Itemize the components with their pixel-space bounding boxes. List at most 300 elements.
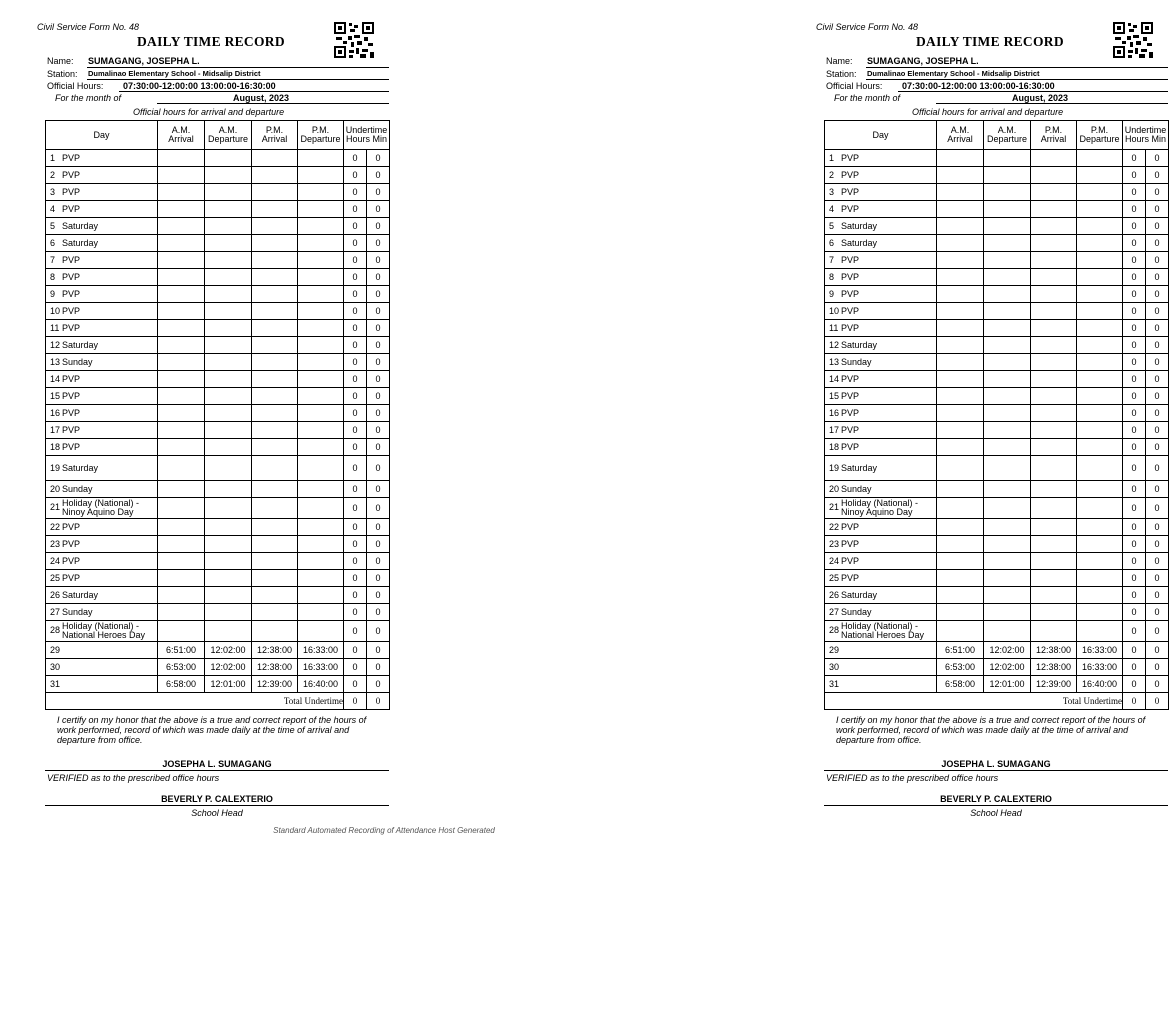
- undertime-minutes-cell: 0: [1146, 218, 1169, 235]
- undertime-hours-cell: 0: [344, 150, 367, 167]
- pm-departure-cell: [1077, 519, 1123, 536]
- table-row: [825, 621, 1169, 642]
- undertime-minutes-cell: 0: [1146, 405, 1169, 422]
- pm-departure-cell: [298, 303, 344, 320]
- pm-arrival-header: P.M. Arrival: [1031, 121, 1077, 150]
- undertime-hours-cell: 0: [1123, 481, 1146, 498]
- am-departure-cell: [205, 570, 252, 587]
- undertime-minutes-cell: 0: [1146, 621, 1169, 642]
- pm-arrival-cell: [1031, 371, 1077, 388]
- employee-signature-line: [45, 770, 389, 771]
- day-cell: [825, 536, 937, 553]
- am-arrival-cell: [158, 167, 205, 184]
- am-departure-cell: [984, 354, 1031, 371]
- am-arrival-cell: [937, 201, 984, 218]
- day-number: 28: [829, 625, 840, 636]
- pm-arrival-cell: [1031, 354, 1077, 371]
- am-departure-cell: 12:01:00: [205, 676, 252, 693]
- am-arrival-cell: [158, 456, 205, 481]
- am-arrival-cell: [937, 570, 984, 587]
- am-arrival-cell: [937, 354, 984, 371]
- undertime-hours-cell: 0: [1123, 405, 1146, 422]
- am-arrival-cell: [158, 218, 205, 235]
- am-departure-cell: [205, 536, 252, 553]
- pm-arrival-cell: 12:39:00: [1031, 676, 1077, 693]
- pm-arrival-cell: [1031, 320, 1077, 337]
- day-number: 12: [829, 340, 840, 350]
- day-cell: [46, 676, 158, 693]
- station-label: Station:: [826, 69, 857, 79]
- am-departure-cell: [205, 621, 252, 642]
- am-arrival-header: A.M. Arrival: [158, 121, 205, 150]
- day-label: PVP: [841, 442, 860, 452]
- day-label: PVP: [841, 187, 860, 197]
- day-number: 19: [50, 463, 61, 473]
- table-row: [46, 676, 390, 693]
- day-label: PVP: [841, 272, 860, 282]
- undertime-minutes-cell: 0: [367, 659, 390, 676]
- day-number: 3: [50, 187, 56, 197]
- month-label: For the month of: [55, 93, 122, 103]
- day-cell: [46, 536, 158, 553]
- day-cell: [46, 570, 158, 587]
- undertime-header: Undertime Hours Min: [344, 121, 390, 150]
- pm-arrival-cell: [252, 439, 298, 456]
- day-label: Sunday: [841, 357, 872, 367]
- undertime-hours-cell: 0: [1123, 354, 1146, 371]
- table-row: [46, 286, 390, 303]
- day-cell: [825, 405, 937, 422]
- day-number: 16: [829, 408, 840, 418]
- table-row: [46, 405, 390, 422]
- table-header-row: [46, 121, 390, 150]
- day-cell: [46, 388, 158, 405]
- day-cell: [825, 439, 937, 456]
- day-label: PVP: [62, 573, 81, 583]
- day-number: 25: [50, 573, 61, 583]
- table-row: [46, 388, 390, 405]
- day-cell: [825, 286, 937, 303]
- am-arrival-cell: 6:51:00: [158, 642, 205, 659]
- am-arrival-cell: [158, 337, 205, 354]
- table-row: [825, 150, 1169, 167]
- day-cell: [825, 269, 937, 286]
- undertime-minutes-cell: 0: [367, 320, 390, 337]
- undertime-header: Undertime Hours Min: [1123, 121, 1169, 150]
- undertime-minutes-cell: 0: [367, 218, 390, 235]
- day-label: PVP: [841, 323, 860, 333]
- day-cell: [46, 354, 158, 371]
- day-cell: [825, 422, 937, 439]
- station-underline: [87, 79, 389, 80]
- undertime-minutes-cell: 0: [367, 303, 390, 320]
- am-departure-cell: [984, 621, 1031, 642]
- am-departure-cell: 12:02:00: [205, 659, 252, 676]
- pm-arrival-cell: 12:38:00: [252, 642, 298, 659]
- undertime-minutes-cell: 0: [367, 439, 390, 456]
- day-number: 22: [829, 522, 840, 532]
- am-departure-cell: [205, 422, 252, 439]
- table-row: [46, 587, 390, 604]
- table-row: [46, 642, 390, 659]
- am-departure-header: A.M. Departure: [205, 121, 252, 150]
- undertime-hours-cell: 0: [1123, 659, 1146, 676]
- table-header-row: [825, 121, 1169, 150]
- am-arrival-cell: [937, 184, 984, 201]
- undertime-hours-cell: 0: [1123, 604, 1146, 621]
- undertime-minutes-cell: 0: [367, 388, 390, 405]
- pm-departure-cell: [1077, 320, 1123, 337]
- day-label: Saturday: [62, 590, 99, 600]
- day-number: 13: [50, 357, 61, 367]
- am-departure-cell: [205, 286, 252, 303]
- official-hours-note: Official hours for arrival and departure: [133, 107, 285, 117]
- pm-departure-cell: 16:33:00: [1077, 659, 1123, 676]
- pm-arrival-cell: [1031, 439, 1077, 456]
- day-label: Saturday: [841, 463, 878, 473]
- day-cell: [825, 201, 937, 218]
- day-label: PVP: [62, 391, 81, 401]
- holiday-label: Holiday (National) - National Heroes Day: [62, 621, 146, 640]
- undertime-minutes-cell: 0: [1146, 676, 1169, 693]
- head-signature-name: BEVERLY P. CALEXTERIO: [161, 794, 273, 804]
- table-row: [46, 519, 390, 536]
- am-departure-cell: [205, 235, 252, 252]
- am-departure-cell: [984, 201, 1031, 218]
- am-departure-cell: [205, 320, 252, 337]
- head-signature-line: [824, 805, 1168, 806]
- day-cell: [825, 642, 937, 659]
- table-row: [825, 498, 1169, 519]
- pm-departure-cell: [1077, 456, 1123, 481]
- am-arrival-cell: [158, 150, 205, 167]
- undertime-hours-cell: 0: [344, 320, 367, 337]
- pm-arrival-cell: [1031, 303, 1077, 320]
- am-arrival-cell: [158, 235, 205, 252]
- day-number: 8: [50, 272, 56, 282]
- pm-arrival-cell: [1031, 587, 1077, 604]
- name-row: [826, 56, 979, 66]
- pm-arrival-cell: [252, 252, 298, 269]
- undertime-hours-cell: 0: [344, 388, 367, 405]
- undertime-hours-cell: 0: [344, 405, 367, 422]
- pm-arrival-cell: [1031, 167, 1077, 184]
- am-arrival-cell: [937, 150, 984, 167]
- day-cell: [46, 621, 158, 642]
- pm-arrival-cell: [1031, 481, 1077, 498]
- am-departure-cell: [205, 604, 252, 621]
- table-row: [825, 536, 1169, 553]
- table-row: [825, 218, 1169, 235]
- pm-departure-cell: [298, 519, 344, 536]
- undertime-minutes-cell: 0: [367, 498, 390, 519]
- pm-arrival-cell: [252, 269, 298, 286]
- am-arrival-cell: [158, 286, 205, 303]
- undertime-hours-cell: 0: [344, 201, 367, 218]
- am-departure-cell: [205, 439, 252, 456]
- day-number: 29: [829, 645, 840, 655]
- am-arrival-cell: [158, 553, 205, 570]
- day-cell: [46, 587, 158, 604]
- pm-arrival-cell: [252, 456, 298, 481]
- pm-departure-cell: [1077, 354, 1123, 371]
- undertime-minutes-cell: 0: [1146, 553, 1169, 570]
- am-arrival-cell: [937, 439, 984, 456]
- am-departure-cell: [984, 337, 1031, 354]
- day-cell: [825, 388, 937, 405]
- am-arrival-cell: [158, 320, 205, 337]
- pm-departure-cell: [298, 439, 344, 456]
- hours-underline: [119, 91, 389, 92]
- day-label: Sunday: [841, 484, 872, 494]
- table-row: [825, 354, 1169, 371]
- undertime-hours-cell: 0: [344, 553, 367, 570]
- pm-arrival-cell: [252, 201, 298, 218]
- day-cell: [46, 235, 158, 252]
- day-cell: [825, 659, 937, 676]
- undertime-hours-cell: 0: [344, 536, 367, 553]
- am-departure-cell: [984, 269, 1031, 286]
- day-label: PVP: [62, 272, 81, 282]
- undertime-hours-cell: 0: [344, 456, 367, 481]
- undertime-minutes-cell: 0: [367, 167, 390, 184]
- am-departure-cell: 12:02:00: [205, 642, 252, 659]
- undertime-hours-cell: 0: [1123, 621, 1146, 642]
- official-hours-label: Official Hours:: [47, 81, 104, 91]
- undertime-minutes-cell: 0: [367, 354, 390, 371]
- certification-text: I certify on my honor that the above is a true and correct report of the hours of work performed, record of which was made daily at the time of arrival and departure from office.: [57, 715, 367, 745]
- undertime-minutes-cell: 0: [367, 252, 390, 269]
- undertime-hours-cell: 0: [344, 519, 367, 536]
- day-number: 2: [829, 170, 835, 180]
- day-cell: [46, 659, 158, 676]
- pm-arrival-cell: [252, 286, 298, 303]
- pm-arrival-cell: [252, 167, 298, 184]
- table-row: [825, 604, 1169, 621]
- day-header: Day: [46, 121, 158, 150]
- month-label: For the month of: [834, 93, 901, 103]
- table-row: [825, 570, 1169, 587]
- table-row: [825, 519, 1169, 536]
- day-label: PVP: [841, 391, 860, 401]
- time-record-table: [45, 120, 390, 710]
- day-cell: [825, 218, 937, 235]
- pm-arrival-cell: [252, 388, 298, 405]
- pm-departure-cell: 16:40:00: [1077, 676, 1123, 693]
- day-cell: [46, 337, 158, 354]
- am-arrival-cell: [937, 269, 984, 286]
- undertime-minutes-cell: 0: [1146, 354, 1169, 371]
- pm-departure-cell: [1077, 184, 1123, 201]
- am-departure-cell: [984, 167, 1031, 184]
- am-arrival-cell: 6:58:00: [937, 676, 984, 693]
- day-number: 30: [50, 662, 61, 672]
- day-number: 26: [829, 590, 840, 600]
- day-number: 15: [829, 391, 840, 401]
- day-number: 6: [50, 238, 56, 248]
- am-arrival-cell: [937, 286, 984, 303]
- table-row: [46, 320, 390, 337]
- am-arrival-cell: [158, 201, 205, 218]
- undertime-minutes-cell: 0: [1146, 269, 1169, 286]
- day-cell: [46, 422, 158, 439]
- pm-arrival-cell: 12:38:00: [1031, 642, 1077, 659]
- head-title: School Head: [970, 808, 1022, 818]
- qr-code-icon: [1113, 22, 1153, 58]
- am-arrival-cell: [937, 456, 984, 481]
- pm-departure-cell: [298, 570, 344, 587]
- day-number: 3: [829, 187, 835, 197]
- table-row: [825, 587, 1169, 604]
- holiday-label: Holiday (National) - National Heroes Day: [841, 621, 925, 640]
- pm-arrival-cell: [1031, 184, 1077, 201]
- pm-departure-cell: [1077, 570, 1123, 587]
- pm-arrival-cell: [1031, 337, 1077, 354]
- total-minutes: 0: [1146, 693, 1169, 710]
- pm-arrival-cell: [1031, 570, 1077, 587]
- pm-departure-cell: [298, 235, 344, 252]
- day-number: 17: [50, 425, 61, 435]
- pm-arrival-cell: [1031, 422, 1077, 439]
- am-departure-cell: [984, 405, 1031, 422]
- undertime-minutes-cell: 0: [1146, 184, 1169, 201]
- total-undertime-label: Total Undertime: [46, 693, 344, 710]
- undertime-hours-cell: 0: [344, 235, 367, 252]
- am-arrival-cell: 6:51:00: [937, 642, 984, 659]
- day-cell: [825, 604, 937, 621]
- am-arrival-cell: [158, 587, 205, 604]
- pm-departure-cell: [298, 481, 344, 498]
- pm-arrival-cell: [1031, 621, 1077, 642]
- pm-arrival-cell: [252, 481, 298, 498]
- am-departure-cell: [984, 604, 1031, 621]
- name-underline: [87, 67, 389, 68]
- pm-departure-cell: [298, 371, 344, 388]
- month-value: August, 2023: [1012, 93, 1069, 103]
- am-departure-cell: [205, 252, 252, 269]
- table-row: [825, 286, 1169, 303]
- pm-arrival-cell: [1031, 252, 1077, 269]
- day-cell: [46, 201, 158, 218]
- pm-arrival-cell: 12:38:00: [1031, 659, 1077, 676]
- pm-departure-cell: [1077, 303, 1123, 320]
- am-departure-cell: [984, 481, 1031, 498]
- table-row: [46, 303, 390, 320]
- day-label: Saturday: [841, 221, 878, 231]
- am-arrival-cell: [937, 235, 984, 252]
- pm-departure-cell: [298, 184, 344, 201]
- pm-departure-cell: [1077, 439, 1123, 456]
- undertime-minutes-cell: 0: [1146, 286, 1169, 303]
- day-number: 31: [829, 679, 840, 689]
- table-row: [825, 252, 1169, 269]
- table-row: [46, 201, 390, 218]
- am-departure-cell: [984, 587, 1031, 604]
- am-departure-cell: [984, 422, 1031, 439]
- pm-arrival-cell: [252, 150, 298, 167]
- day-number: 9: [829, 289, 835, 299]
- pm-departure-cell: [298, 604, 344, 621]
- am-departure-cell: [984, 235, 1031, 252]
- am-departure-cell: [205, 201, 252, 218]
- table-row: [46, 570, 390, 587]
- certification-text: I certify on my honor that the above is a true and correct report of the hours of work performed, record of which was made daily at the time of arrival and departure from office.: [836, 715, 1146, 745]
- day-label: Saturday: [62, 221, 99, 231]
- am-arrival-header: A.M. Arrival: [937, 121, 984, 150]
- table-row: [825, 439, 1169, 456]
- station-row: [47, 69, 261, 79]
- undertime-minutes-cell: 0: [1146, 422, 1169, 439]
- day-number: 1: [829, 153, 835, 163]
- pm-arrival-cell: [252, 337, 298, 354]
- undertime-minutes-cell: 0: [367, 422, 390, 439]
- station-label: Station:: [47, 69, 78, 79]
- undertime-minutes-cell: 0: [1146, 303, 1169, 320]
- pm-departure-cell: [298, 553, 344, 570]
- undertime-hours-cell: 0: [1123, 218, 1146, 235]
- am-arrival-cell: [937, 553, 984, 570]
- pm-departure-cell: [1077, 371, 1123, 388]
- undertime-hours-cell: 0: [1123, 320, 1146, 337]
- table-row: [46, 481, 390, 498]
- day-number: 23: [50, 539, 61, 549]
- undertime-hours-cell: 0: [344, 587, 367, 604]
- pm-departure-cell: [298, 405, 344, 422]
- am-departure-cell: [984, 184, 1031, 201]
- undertime-minutes-cell: 0: [367, 150, 390, 167]
- day-number: 25: [829, 573, 840, 583]
- time-record-table: [824, 120, 1169, 710]
- total-hours: 0: [1123, 693, 1146, 710]
- undertime-minutes-cell: 0: [1146, 201, 1169, 218]
- am-arrival-cell: [158, 604, 205, 621]
- pm-departure-cell: [298, 218, 344, 235]
- table-row: [46, 536, 390, 553]
- undertime-hours-cell: 0: [1123, 201, 1146, 218]
- table-row: [825, 553, 1169, 570]
- undertime-hours-cell: 0: [344, 498, 367, 519]
- undertime-minutes-cell: 0: [1146, 235, 1169, 252]
- pm-departure-cell: [1077, 150, 1123, 167]
- pm-departure-cell: 16:33:00: [298, 659, 344, 676]
- official-hours-row: [826, 81, 1055, 91]
- day-number: 24: [829, 556, 840, 566]
- pm-departure-cell: [1077, 269, 1123, 286]
- undertime-hours-cell: 0: [1123, 150, 1146, 167]
- undertime-minutes-cell: 0: [367, 604, 390, 621]
- undertime-hours-cell: 0: [1123, 252, 1146, 269]
- day-number: 13: [829, 357, 840, 367]
- am-arrival-cell: [158, 422, 205, 439]
- pm-arrival-cell: [1031, 456, 1077, 481]
- table-row: [825, 481, 1169, 498]
- table-row: [825, 642, 1169, 659]
- table-row: [46, 218, 390, 235]
- day-number: 27: [50, 607, 61, 617]
- am-arrival-cell: [937, 604, 984, 621]
- official-hours-label: Official Hours:: [826, 81, 883, 91]
- footer-note: Standard Automated Recording of Attendance Host Generated: [273, 826, 495, 835]
- day-number: 24: [50, 556, 61, 566]
- official-hours-note: Official hours for arrival and departure: [912, 107, 1064, 117]
- day-cell: [46, 167, 158, 184]
- day-label: Saturday: [62, 340, 99, 350]
- undertime-hours-cell: 0: [1123, 642, 1146, 659]
- table-row: [825, 235, 1169, 252]
- day-cell: [46, 481, 158, 498]
- pm-departure-cell: [298, 320, 344, 337]
- form-number: Civil Service Form No. 48: [816, 22, 919, 32]
